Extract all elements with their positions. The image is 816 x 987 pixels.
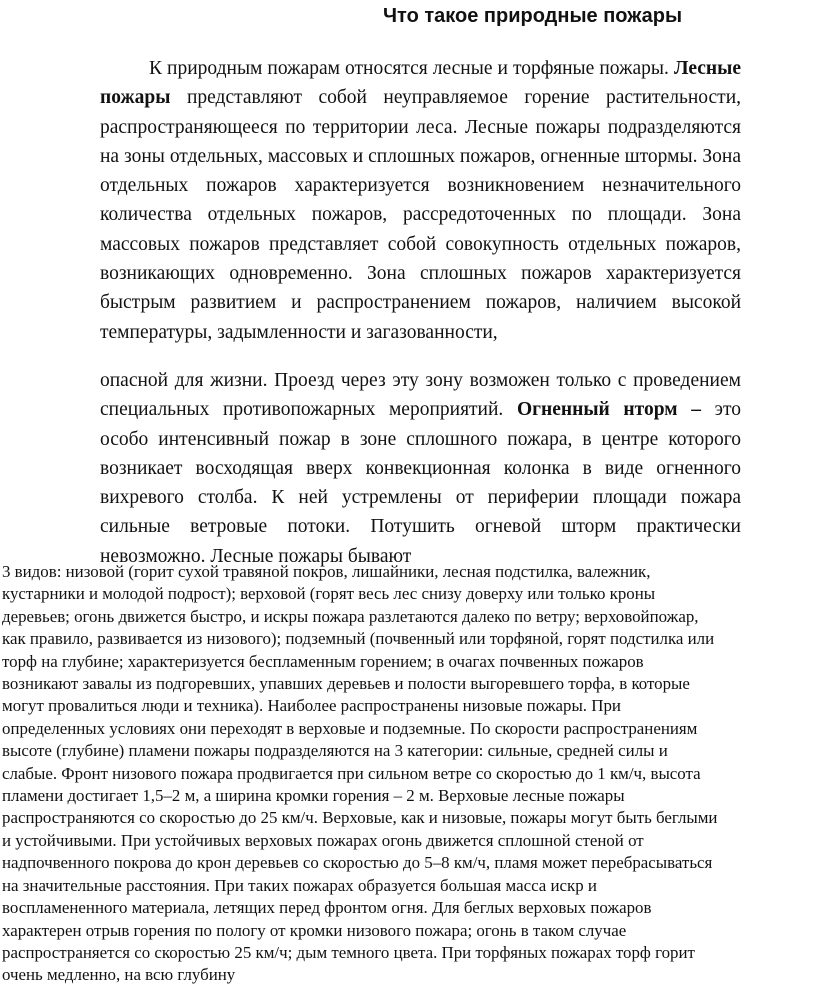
- storm-lead: опасной для жизни. Проезд через эту зону возможен только с проведением специальных противопожарных мероприятий.: [100, 370, 741, 421]
- text-line: как правило, развивается из низового); подземный (почвенный или торфяной, горят подстилка или: [2, 629, 715, 649]
- text-line: распространяются со скоростью до 25 км/ч. Верховые, как и низовые, пожары могут быть беглыми: [2, 808, 718, 828]
- text-line: определенных условиях они переходят в верховые и подземные. По скорости распространениям: [2, 718, 698, 738]
- storm-rest: это особо интенсивный пожар в зоне сплошного пожара, в центре которого возникает восходящая вверх конвекционная колонка в виде огненного вихревого столба. К ней устремлены от периферии площади пожара сильные ветровые потоки. Потушить огневой шторм практически невозможно. Лесные пожары бывают: [100, 399, 741, 567]
- text-line: кустарники и молодой подрост); верховой (горят весь лес снизу доверху или только кроны: [2, 584, 656, 604]
- term-forest-fires: Лесные пожары: [100, 58, 741, 109]
- text-line: воспламененного материала, летящих перед фронтом огня. Для беглых верховых пожаров: [2, 898, 652, 918]
- text-line: распространяется со скоростью 25 км/ч; дым темного цвета. При торфяных пожарах торф горит: [2, 942, 695, 962]
- text-line: и устойчивыми. При устойчивых верховых пожарах огонь движется сплошной стеной от: [2, 830, 644, 850]
- text-line: 3 видов: низовой (горит сухой травяной покров, лишайники, лесная подстилка, валежник,: [2, 562, 651, 581]
- text-line: слабые. Фронт низового пожара продвигается при сильном ветре со скоростью до 1 км/ч, высота: [2, 763, 701, 783]
- text-line: очень медленно, на всю глубину: [2, 965, 236, 985]
- intro-rest: представляют собой неуправляемое горение растительности, распространяющееся по территории леса. Лесные пожары подразделяются на зоны отдельных, массовых и сплошных пожаров, огненные штормы. Зона отдельных пожаров характеризуется возникновением незначительного количества отдельных пожаров, рассредоточенных по площади. Зона массовых пожаров представляет собой совокупность отдельных пожаров, возникающих одновременно. Зона сплошных пожаров характеризуется быстрым развитием и распространением пожаров, наличием высокой температуры, задымленности и загазованности,: [100, 87, 741, 343]
- paragraph-fire-types: [2, 561, 814, 987]
- text-line: высоте (глубине) пламени пожары подразделяются на 3 категории: сильные, средней силы и: [2, 741, 668, 761]
- text-line: торф на глубине; характеризуется беспламенным горением; в очагах почвенных пожаров: [2, 651, 644, 671]
- term-fire-storm: Огненный нторм –: [516, 399, 701, 421]
- text-line: деревьев; огонь движется быстро, и искры пожара разлетаются далеко по ветру; верховойпожар,: [2, 606, 699, 626]
- paragraph-fire-storm: [100, 366, 741, 571]
- text-line: на значительные расстояния. При таких пожарах образуется большая масса искр и: [2, 875, 597, 895]
- text-line: надпочвенного покрова до крон деревьев со скоростью до 5–8 км/ч, пламя может перебрасываться: [2, 853, 713, 873]
- text-line: могут провалиться люди и техника). Наиболее распространены низовые пожары. При: [2, 696, 621, 716]
- text-line: пламени достигает 1,5–2 м, а ширина кромки горения – 2 м. Верховые лесные пожары: [2, 786, 625, 806]
- paragraph-intro: [100, 54, 741, 347]
- text-line: возникают завалы из подгоревших, упавших деревьев и полости выгоревшего торфа, в которые: [2, 674, 690, 694]
- intro-lead: К природным пожарам относятся лесные и торфяные пожары.: [149, 58, 669, 79]
- page-title: Что такое природные пожары: [383, 5, 683, 27]
- text-line: характерен отрыв горения по пологу от кромки низового пожара; огонь в таком случае: [2, 920, 627, 940]
